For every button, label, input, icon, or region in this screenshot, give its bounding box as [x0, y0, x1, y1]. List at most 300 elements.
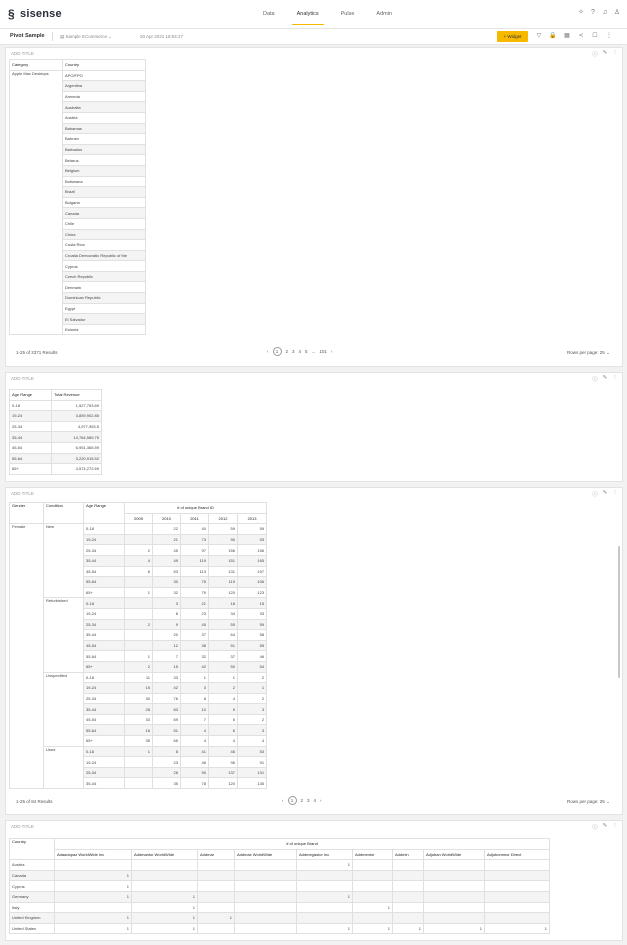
- nav-tab-pulse[interactable]: Pulse: [340, 11, 355, 17]
- value-cell[interactable]: 5: [209, 704, 238, 715]
- value-cell[interactable]: 59: [209, 524, 238, 535]
- value-cell[interactable]: [393, 902, 424, 913]
- grid-layout-icon[interactable]: ▦: [564, 33, 570, 39]
- year-header[interactable]: 2013: [238, 513, 267, 524]
- page-number[interactable]: 4: [313, 798, 317, 803]
- country-cell[interactable]: Australia: [63, 102, 146, 113]
- age-range-cell[interactable]: 19-24: [10, 411, 52, 422]
- country-cell[interactable]: United States: [10, 923, 55, 934]
- age-range-cell[interactable]: 0-18: [84, 672, 125, 683]
- vertical-scrollbar[interactable]: [618, 546, 620, 678]
- value-cell[interactable]: 26: [153, 767, 181, 778]
- value-cell[interactable]: 1: [132, 923, 198, 934]
- value-cell[interactable]: 1: [297, 860, 353, 871]
- value-cell[interactable]: [132, 870, 198, 881]
- gender-cell[interactable]: Female: [10, 524, 44, 789]
- more-options-icon[interactable]: ⋮: [612, 490, 618, 496]
- value-cell[interactable]: 41: [181, 746, 209, 757]
- revenue-cell[interactable]: 6,951,365.59: [52, 442, 102, 453]
- value-cell[interactable]: 15: [238, 598, 267, 609]
- country-cell[interactable]: Belarus: [63, 155, 146, 166]
- nav-tab-data[interactable]: Data: [263, 11, 275, 17]
- value-cell[interactable]: 8: [153, 746, 181, 757]
- value-cell[interactable]: 1: [55, 881, 132, 892]
- value-cell[interactable]: [125, 640, 153, 651]
- value-cell[interactable]: 23: [153, 757, 181, 768]
- age-range-cell[interactable]: 45-54: [10, 442, 52, 453]
- more-options-icon[interactable]: ⋮: [612, 375, 618, 381]
- value-cell[interactable]: [125, 534, 153, 545]
- age-range-cell[interactable]: 45-54: [84, 714, 125, 725]
- value-cell[interactable]: 38: [181, 640, 209, 651]
- value-cell[interactable]: 137: [209, 767, 238, 778]
- country-cell[interactable]: Belgium: [63, 165, 146, 176]
- value-cell[interactable]: 1: [485, 923, 550, 934]
- condition-cell[interactable]: Unspecified: [44, 672, 84, 746]
- value-cell[interactable]: 35: [125, 736, 153, 747]
- page-number[interactable]: 2: [300, 798, 304, 803]
- sisense-logo[interactable]: [8, 8, 62, 20]
- country-cell[interactable]: Barbados: [63, 144, 146, 155]
- value-cell[interactable]: 4: [181, 725, 209, 736]
- value-cell[interactable]: 1: [132, 902, 198, 913]
- age-range-cell[interactable]: 55-64: [84, 651, 125, 662]
- prev-page-icon[interactable]: ‹: [267, 349, 269, 354]
- age-range-cell[interactable]: 35-44: [84, 630, 125, 641]
- value-cell[interactable]: [424, 860, 485, 871]
- age-range-cell[interactable]: 25-34: [84, 619, 125, 630]
- value-cell[interactable]: 1: [125, 651, 153, 662]
- value-cell[interactable]: 45: [153, 545, 181, 556]
- brand-header[interactable]: Addmantor WorldWide: [132, 849, 198, 860]
- value-cell[interactable]: [198, 891, 235, 902]
- add-widget-button[interactable]: + Widget: [497, 31, 528, 42]
- value-cell[interactable]: 4: [181, 736, 209, 747]
- value-cell[interactable]: 20: [153, 630, 181, 641]
- value-cell[interactable]: [353, 891, 393, 902]
- value-cell[interactable]: [235, 881, 297, 892]
- value-cell[interactable]: 40: [181, 524, 209, 535]
- value-cell[interactable]: 15: [153, 661, 181, 672]
- country-cell[interactable]: Denmark: [63, 282, 146, 293]
- value-cell[interactable]: 91: [238, 757, 267, 768]
- value-cell[interactable]: 32: [153, 587, 181, 598]
- value-cell[interactable]: 106: [238, 577, 267, 588]
- value-cell[interactable]: [393, 891, 424, 902]
- page-number[interactable]: 3: [292, 349, 295, 354]
- country-cell[interactable]: Cyprus: [10, 881, 55, 892]
- value-cell[interactable]: 83: [153, 704, 181, 715]
- value-cell[interactable]: 53: [238, 746, 267, 757]
- value-cell[interactable]: 1: [209, 672, 238, 683]
- value-cell[interactable]: [55, 860, 132, 871]
- page-number[interactable]: 2: [285, 349, 289, 354]
- age-range-cell[interactable]: 19-24: [84, 608, 125, 619]
- revenue-cell[interactable]: 3,859,902.85: [52, 411, 102, 422]
- value-cell[interactable]: 2: [238, 714, 267, 725]
- notification-bell-icon[interactable]: ♫: [602, 9, 608, 16]
- country-cell[interactable]: APO/FPO: [63, 70, 146, 81]
- revenue-cell[interactable]: 1,527,753.69: [52, 400, 102, 411]
- value-cell[interactable]: 12: [153, 640, 181, 651]
- page-number-current[interactable]: 1: [288, 796, 297, 805]
- user-profile-icon[interactable]: ♙: [613, 9, 621, 16]
- value-cell[interactable]: [235, 860, 297, 871]
- value-cell[interactable]: 6: [125, 566, 153, 577]
- help-icon[interactable]: ?: [591, 9, 595, 16]
- country-cell[interactable]: Chile: [63, 218, 146, 229]
- value-cell[interactable]: [198, 860, 235, 871]
- value-cell[interactable]: 51: [209, 640, 238, 651]
- value-cell[interactable]: 96: [209, 757, 238, 768]
- value-cell[interactable]: [393, 881, 424, 892]
- value-cell[interactable]: [297, 870, 353, 881]
- column-header-gender[interactable]: Gender: [10, 503, 44, 524]
- value-cell[interactable]: [198, 923, 235, 934]
- info-icon[interactable]: ⓘ: [592, 492, 598, 498]
- brand-header[interactable]: Addmax WorldWide: [235, 849, 297, 860]
- value-cell[interactable]: 37: [209, 651, 238, 662]
- value-cell[interactable]: [125, 630, 153, 641]
- value-cell[interactable]: [424, 881, 485, 892]
- value-cell[interactable]: 113: [181, 566, 209, 577]
- lock-icon[interactable]: 🔒: [549, 33, 557, 39]
- value-cell[interactable]: [55, 902, 132, 913]
- value-cell[interactable]: 3: [181, 683, 209, 694]
- value-cell[interactable]: [353, 881, 393, 892]
- age-range-cell[interactable]: 55-64: [84, 725, 125, 736]
- value-cell[interactable]: 59: [238, 619, 267, 630]
- value-cell[interactable]: 1: [55, 913, 132, 924]
- age-range-cell[interactable]: 55-64: [84, 577, 125, 588]
- brand-header[interactable]: Adaadopaz WorldWide Inc: [55, 849, 132, 860]
- value-cell[interactable]: 2: [238, 672, 267, 683]
- value-cell[interactable]: 23: [181, 608, 209, 619]
- value-cell[interactable]: 33: [153, 672, 181, 683]
- country-cell[interactable]: El Salvador: [63, 314, 146, 325]
- value-cell[interactable]: 1: [353, 902, 393, 913]
- value-cell[interactable]: 59: [238, 524, 267, 535]
- value-cell[interactable]: 10: [181, 704, 209, 715]
- value-cell[interactable]: 97: [181, 545, 209, 556]
- value-cell[interactable]: [125, 608, 153, 619]
- value-cell[interactable]: 119: [181, 555, 209, 566]
- age-range-cell[interactable]: 45-54: [84, 566, 125, 577]
- info-icon[interactable]: ⓘ: [592, 377, 598, 383]
- value-cell[interactable]: 1: [55, 870, 132, 881]
- value-cell[interactable]: [353, 860, 393, 871]
- value-cell[interactable]: 18: [209, 598, 238, 609]
- brand-header[interactable]: Addmegastor Inc: [297, 849, 353, 860]
- value-cell[interactable]: 3: [153, 598, 181, 609]
- country-cell[interactable]: Costa Rica: [63, 240, 146, 251]
- brand-header[interactable]: Addmin: [393, 849, 424, 860]
- revenue-cell[interactable]: 3,220,915.52: [52, 453, 102, 464]
- age-range-cell[interactable]: 25-34: [84, 767, 125, 778]
- column-header-age-range[interactable]: Age Range: [10, 390, 52, 401]
- value-cell[interactable]: 131: [238, 767, 267, 778]
- value-cell[interactable]: [125, 757, 153, 768]
- edit-pencil-icon[interactable]: ✎: [602, 823, 608, 829]
- value-cell[interactable]: 65: [153, 736, 181, 747]
- value-cell[interactable]: 2: [209, 683, 238, 694]
- comment-icon[interactable]: ☐: [592, 33, 598, 39]
- value-cell[interactable]: 55: [209, 619, 238, 630]
- value-cell[interactable]: 1: [424, 923, 485, 934]
- value-cell[interactable]: 28: [125, 704, 153, 715]
- value-cell[interactable]: 119: [209, 577, 238, 588]
- value-cell[interactable]: 2: [125, 545, 153, 556]
- condition-cell[interactable]: Refurbished: [44, 598, 84, 672]
- column-header-age-range[interactable]: Age Range: [84, 503, 125, 524]
- value-cell[interactable]: 21: [153, 534, 181, 545]
- share-icon[interactable]: ≺: [578, 33, 584, 39]
- column-header-total-revenue[interactable]: Total Revenue: [52, 390, 102, 401]
- value-cell[interactable]: 51: [153, 725, 181, 736]
- value-cell[interactable]: 1: [132, 891, 198, 902]
- value-cell[interactable]: 156: [238, 545, 267, 556]
- value-cell[interactable]: [424, 870, 485, 881]
- value-cell[interactable]: 11: [125, 672, 153, 683]
- year-header[interactable]: 2012: [209, 513, 238, 524]
- value-cell[interactable]: 120: [209, 587, 238, 598]
- value-cell[interactable]: 69: [153, 714, 181, 725]
- value-cell[interactable]: 2: [238, 693, 267, 704]
- rocket-icon[interactable]: ✧: [578, 9, 584, 16]
- value-cell[interactable]: 21: [181, 598, 209, 609]
- value-cell[interactable]: 34: [209, 608, 238, 619]
- revenue-cell[interactable]: 4,574,272.69: [52, 464, 102, 475]
- value-cell[interactable]: [198, 881, 235, 892]
- value-cell[interactable]: 1: [181, 672, 209, 683]
- value-cell[interactable]: 131: [209, 566, 238, 577]
- value-cell[interactable]: 58: [238, 630, 267, 641]
- age-range-cell[interactable]: 65+: [84, 587, 125, 598]
- brand-header[interactable]: Addmentor: [353, 849, 393, 860]
- value-cell[interactable]: 120: [209, 778, 238, 789]
- value-cell[interactable]: 135: [238, 778, 267, 789]
- value-cell[interactable]: 45: [181, 619, 209, 630]
- value-cell[interactable]: [485, 870, 550, 881]
- value-cell[interactable]: [393, 913, 424, 924]
- value-cell[interactable]: 151: [209, 555, 238, 566]
- age-range-cell[interactable]: 65+: [84, 736, 125, 747]
- value-cell[interactable]: 4: [238, 736, 267, 747]
- value-cell[interactable]: 22: [153, 524, 181, 535]
- info-icon[interactable]: ⓘ: [592, 825, 598, 831]
- page-number[interactable]: 101: [319, 349, 327, 354]
- category-cell[interactable]: Apple Mac Desktops: [10, 70, 63, 335]
- value-cell[interactable]: 79: [181, 587, 209, 598]
- value-cell[interactable]: 15: [125, 683, 153, 694]
- age-range-cell[interactable]: 0-18: [84, 524, 125, 535]
- age-range-cell[interactable]: 35-44: [84, 704, 125, 715]
- edit-pencil-icon[interactable]: ✎: [602, 375, 608, 381]
- age-range-cell[interactable]: 25-34: [84, 693, 125, 704]
- value-cell[interactable]: 46: [181, 757, 209, 768]
- value-cell[interactable]: 76: [153, 693, 181, 704]
- nav-tab-analytics[interactable]: Analytics: [286, 0, 330, 29]
- value-cell[interactable]: 1: [297, 923, 353, 934]
- value-cell[interactable]: 123: [238, 587, 267, 598]
- country-cell[interactable]: Botswana: [63, 176, 146, 187]
- value-cell[interactable]: 8: [153, 608, 181, 619]
- value-cell[interactable]: 3: [238, 704, 267, 715]
- age-range-cell[interactable]: 35-44: [84, 555, 125, 566]
- country-cell[interactable]: Brazil: [63, 187, 146, 198]
- country-cell[interactable]: China: [63, 229, 146, 240]
- value-cell[interactable]: 49: [153, 555, 181, 566]
- country-cell[interactable]: Austria: [10, 860, 55, 871]
- value-cell[interactable]: 1: [198, 913, 235, 924]
- value-cell[interactable]: [235, 891, 297, 902]
- column-header-country[interactable]: Country: [63, 60, 146, 71]
- revenue-cell[interactable]: 4,977,953.5: [52, 421, 102, 432]
- value-cell[interactable]: [393, 870, 424, 881]
- value-cell[interactable]: 73: [181, 534, 209, 545]
- country-cell[interactable]: Egypt: [63, 303, 146, 314]
- value-cell[interactable]: 1: [125, 746, 153, 757]
- value-cell[interactable]: 30: [125, 693, 153, 704]
- datasource-selector[interactable]: [60, 34, 112, 40]
- column-header-condition[interactable]: Condition: [44, 503, 84, 524]
- next-page-icon[interactable]: ›: [330, 349, 333, 354]
- value-cell[interactable]: 9: [153, 619, 181, 630]
- condition-cell[interactable]: Used: [44, 746, 84, 788]
- age-range-cell[interactable]: 55-64: [10, 453, 52, 464]
- value-cell[interactable]: 53: [153, 566, 181, 577]
- value-cell[interactable]: [297, 913, 353, 924]
- measure-header[interactable]: # of unique Brand: [55, 839, 550, 850]
- value-cell[interactable]: 156: [209, 545, 238, 556]
- rows-per-page[interactable]: [567, 799, 610, 805]
- value-cell[interactable]: [485, 891, 550, 902]
- age-range-cell[interactable]: 19-24: [84, 683, 125, 694]
- age-range-cell[interactable]: 65+: [10, 464, 52, 475]
- value-cell[interactable]: 7: [181, 714, 209, 725]
- next-page-icon[interactable]: ›: [320, 798, 322, 803]
- age-range-cell[interactable]: 45-54: [84, 640, 125, 651]
- value-cell[interactable]: [297, 902, 353, 913]
- country-cell[interactable]: Argentina: [63, 81, 146, 92]
- value-cell[interactable]: 5: [209, 714, 238, 725]
- country-cell[interactable]: Germany: [10, 891, 55, 902]
- value-cell[interactable]: [485, 913, 550, 924]
- value-cell[interactable]: 30: [153, 577, 181, 588]
- value-cell[interactable]: 54: [238, 661, 267, 672]
- widget-title[interactable]: ADD TITLE: [11, 376, 34, 381]
- country-cell[interactable]: Bahamas: [63, 123, 146, 134]
- age-range-cell[interactable]: 35-44: [84, 778, 125, 789]
- country-cell[interactable]: Cyprus: [63, 261, 146, 272]
- year-header[interactable]: 2011: [181, 513, 209, 524]
- value-cell[interactable]: 7: [153, 651, 181, 662]
- value-cell[interactable]: 33: [125, 714, 153, 725]
- value-cell[interactable]: 78: [181, 778, 209, 789]
- country-cell[interactable]: Canada: [10, 870, 55, 881]
- country-cell[interactable]: Croatia Democratic Republic of the: [63, 250, 146, 261]
- edit-pencil-icon[interactable]: ✎: [602, 490, 608, 496]
- value-cell[interactable]: 50: [209, 661, 238, 672]
- age-range-cell[interactable]: 35-44: [10, 432, 52, 443]
- widget-title[interactable]: ADD TITLE: [11, 491, 34, 496]
- more-options-icon[interactable]: ⋮: [612, 50, 618, 56]
- value-cell[interactable]: 35: [153, 778, 181, 789]
- brand-header[interactable]: Adjubommor Direct: [485, 849, 550, 860]
- age-range-cell[interactable]: 0-18: [84, 598, 125, 609]
- age-range-cell[interactable]: 25-34: [84, 545, 125, 556]
- value-cell[interactable]: 55: [238, 640, 267, 651]
- value-cell[interactable]: 1: [55, 923, 132, 934]
- measure-header[interactable]: # of unique Brand ID: [125, 503, 267, 514]
- country-cell[interactable]: Estonia: [63, 324, 146, 335]
- value-cell[interactable]: [485, 902, 550, 913]
- age-range-cell[interactable]: 0-18: [10, 400, 52, 411]
- country-cell[interactable]: Czech Republic: [63, 271, 146, 282]
- age-range-cell[interactable]: 25-34: [10, 421, 52, 432]
- value-cell[interactable]: 46: [238, 651, 267, 662]
- value-cell[interactable]: 1: [393, 923, 424, 934]
- value-cell[interactable]: 46: [209, 746, 238, 757]
- value-cell[interactable]: 2: [125, 661, 153, 672]
- value-cell[interactable]: 3: [238, 725, 267, 736]
- value-cell[interactable]: 4: [125, 555, 153, 566]
- value-cell[interactable]: [125, 524, 153, 535]
- column-header-country[interactable]: Country: [10, 839, 55, 860]
- value-cell[interactable]: [424, 891, 485, 902]
- page-number[interactable]: 3: [307, 798, 310, 803]
- value-cell[interactable]: 1: [353, 923, 393, 934]
- country-cell[interactable]: Bulgaria: [63, 197, 146, 208]
- year-header[interactable]: 2009: [125, 513, 153, 524]
- more-options-icon[interactable]: ⋮: [606, 33, 612, 39]
- more-options-icon[interactable]: ⋮: [612, 823, 618, 829]
- condition-cell[interactable]: New: [44, 524, 84, 598]
- brand-header[interactable]: Addmar: [198, 849, 235, 860]
- value-cell[interactable]: [353, 870, 393, 881]
- country-cell[interactable]: Dominican Republic: [63, 293, 146, 304]
- value-cell[interactable]: [125, 778, 153, 789]
- value-cell[interactable]: [235, 923, 297, 934]
- value-cell[interactable]: 90: [209, 534, 238, 545]
- column-header-category[interactable]: Category: [10, 60, 63, 71]
- age-range-cell[interactable]: 19-24: [84, 757, 125, 768]
- widget-title[interactable]: ADD TITLE: [11, 51, 34, 56]
- value-cell[interactable]: [393, 860, 424, 871]
- value-cell[interactable]: [297, 881, 353, 892]
- value-cell[interactable]: [198, 870, 235, 881]
- value-cell[interactable]: 157: [238, 566, 267, 577]
- value-cell[interactable]: [485, 860, 550, 871]
- value-cell[interactable]: 16: [125, 725, 153, 736]
- age-range-cell[interactable]: 65+: [84, 661, 125, 672]
- value-cell[interactable]: 1: [125, 587, 153, 598]
- value-cell[interactable]: 42: [181, 661, 209, 672]
- value-cell[interactable]: 6: [209, 725, 238, 736]
- filter-icon[interactable]: ▽: [536, 33, 542, 39]
- value-cell[interactable]: [235, 913, 297, 924]
- value-cell[interactable]: [424, 913, 485, 924]
- value-cell[interactable]: 2: [125, 619, 153, 630]
- value-cell[interactable]: 90: [181, 767, 209, 778]
- value-cell[interactable]: 1: [55, 891, 132, 902]
- widget-title[interactable]: ADD TITLE: [11, 824, 34, 829]
- value-cell[interactable]: [125, 598, 153, 609]
- year-header[interactable]: 2010: [153, 513, 181, 524]
- value-cell[interactable]: [125, 577, 153, 588]
- edit-pencil-icon[interactable]: ✎: [602, 50, 608, 56]
- value-cell[interactable]: 1: [132, 913, 198, 924]
